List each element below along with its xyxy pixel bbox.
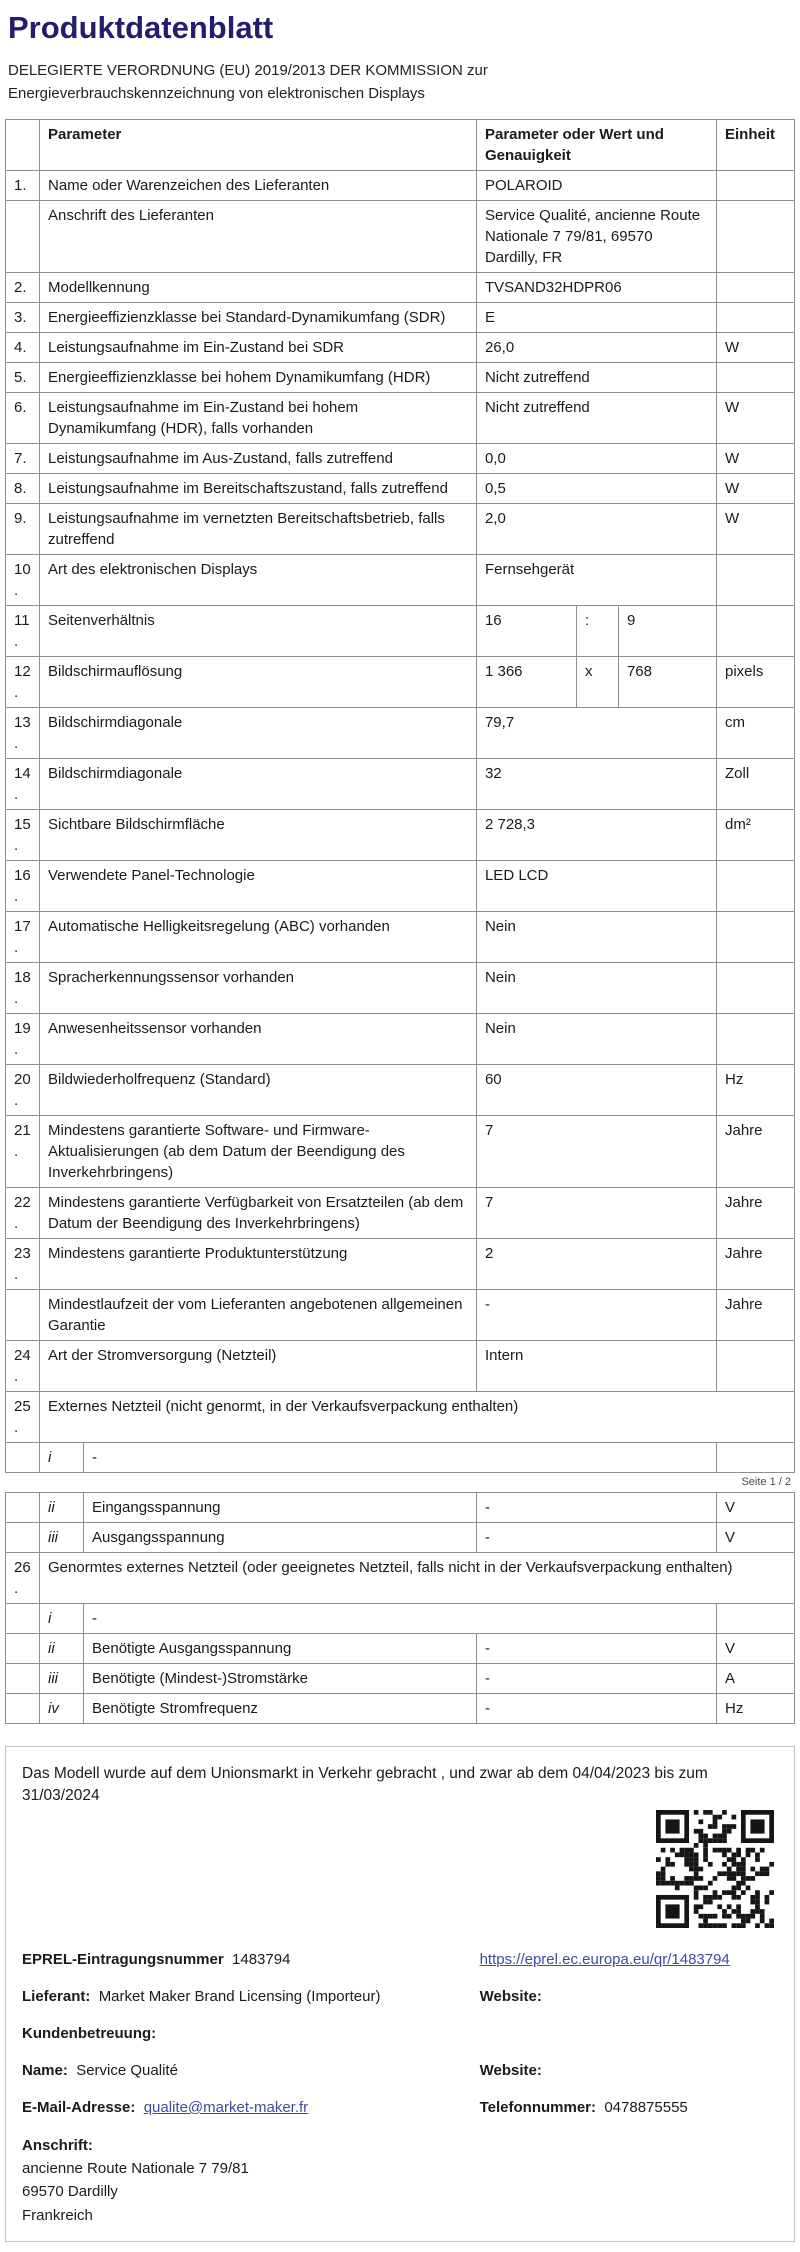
value-cell: POLAROID [476,171,716,201]
row-number-cell [6,1493,40,1523]
name-label: Name: [22,2061,68,2079]
value-cell: 26,0 [476,333,716,363]
value-cell: - [476,1664,716,1694]
address-line: 69570 Dardilly [22,2183,118,2201]
table-row [6,1392,795,1443]
unit-cell: cm [717,708,795,759]
email-link[interactable]: qualite@market-maker.fr [143,2098,309,2116]
parameter-span-cell: Externes Netzteil (nicht genormt, in der Verkaufsverpackung enthalten) [40,1392,795,1443]
value-cell: - [476,1493,716,1523]
eprel-value: 1483794 [232,1950,291,1968]
value-cell: 2 728,3 [476,810,716,861]
table-row [6,303,795,333]
parameter-cell: Leistungsaufnahme im Bereitschaftszustand, falls zutreffend [40,474,477,504]
value-part-cell: 16 [476,606,576,657]
table-row [6,555,795,606]
value-cell: LED LCD [476,861,716,912]
row-number-cell [6,1694,40,1724]
value-cell: - [476,1290,716,1341]
unit-cell [717,273,795,303]
table-row [6,393,795,444]
unit-cell [717,1443,795,1473]
table-row [6,333,795,363]
value-cell: Nicht zutreffend [476,393,716,444]
table-row [6,1553,795,1604]
unit-cell: dm² [717,810,795,861]
parameter-cell: Eingangsspannung [84,1493,477,1523]
row-number-cell [6,201,40,273]
unit-cell: Zoll [717,759,795,810]
parameter-cell: Bildwiederholfrequenz (Standard) [40,1065,477,1116]
supplier-row [22,1986,778,2007]
unit-cell [717,606,795,657]
value-cell: Nicht zutreffend [476,363,716,393]
market-availability-text: Das Modell wurde auf dem Unionsmarkt in Verkehr gebracht , und zwar ab dem 04/04/2023 bis zum 31/03/2024 [22,1765,708,1805]
value-part-cell: 9 [618,606,716,657]
parameter-cell: Benötigte (Mindest-)Stromstärke [84,1664,477,1694]
parameter-cell: Anschrift des Lieferanten [40,201,477,273]
table-row [6,1188,795,1239]
unit-cell: W [717,393,795,444]
parameter-cell: Mindestens garantierte Software- und Firmware-Aktualisierungen (ab dem Datum der Beendigung des Inverkehrbringens) [40,1116,477,1188]
parameter-cell: Sichtbare Bildschirmfläche [40,810,477,861]
unit-cell [717,201,795,273]
parameter-cell: Energieeffizienzklasse bei Standard-Dynamikumfang (SDR) [40,303,477,333]
table-row [6,1239,795,1290]
row-number-cell: 18. [6,963,40,1014]
unit-header: Einheit [717,120,795,171]
row-number-cell: 22. [6,1188,40,1239]
parameter-cell: Modellkennung [40,273,477,303]
email-row [22,2097,778,2118]
value-cell: 60 [476,1065,716,1116]
row-number-cell: 9. [6,504,40,555]
table-row [6,273,795,303]
supplier-label: Lieferant: [22,1987,91,2005]
parameter-cell: Name oder Warenzeichen des Lieferanten [40,171,477,201]
unit-cell [717,171,795,201]
row-number-cell: 26. [6,1553,40,1604]
phone-label: Telefonnummer: [479,2098,596,2116]
row-number-cell: 3. [6,303,40,333]
parameter-cell: Ausgangsspannung [84,1523,477,1553]
value-separator-cell: x [576,657,618,708]
value-cell: - [476,1694,716,1724]
value-cell: Nein [476,912,716,963]
website-label-1: Website: [479,1987,542,2005]
parameter-cell: - [84,1604,717,1634]
value-cell: Intern [476,1341,716,1392]
table-row [6,1634,795,1664]
supplier-value: Market Maker Brand Licensing (Importeur) [98,1987,381,2005]
customer-service-row [22,2023,778,2044]
row-number-cell: 8. [6,474,40,504]
name-row [22,2060,778,2081]
table-row [6,1443,795,1473]
value-cell: Nein [476,963,716,1014]
table-row [6,759,795,810]
datasheet-table-page1 [5,119,795,1473]
name-value: Service Qualité [76,2061,178,2079]
row-number-header [6,120,40,171]
eprel-label: EPREL-Eintragungsnummer [22,1950,224,1968]
unit-cell [717,555,795,606]
row-number-cell: 7. [6,444,40,474]
row-number-cell: 1. [6,171,40,201]
value-cell: 0,5 [476,474,716,504]
parameter-span-cell: Genormtes externes Netzteil (oder geeignetes Netzteil, falls nicht in der Verkaufsverpackung enthalten) [40,1553,795,1604]
unit-cell: W [717,444,795,474]
page-marker: Seite 1 / 2 [741,1476,791,1488]
subindex-cell: iv [40,1694,84,1724]
table-row [6,708,795,759]
table-header-row [6,120,795,171]
parameter-cell: Bildschirmdiagonale [40,759,477,810]
value-cell: Nein [476,1014,716,1065]
parameter-cell: Bildschirmauflösung [40,657,477,708]
unit-cell [717,861,795,912]
subindex-cell: i [40,1604,84,1634]
row-number-cell: 21. [6,1116,40,1188]
eprel-row [22,1949,778,1970]
parameter-cell: Leistungsaufnahme im Ein-Zustand bei SDR [40,333,477,363]
value-cell: - [476,1634,716,1664]
customer-service-label: Kundenbetreuung: [22,2024,157,2042]
value-cell: 32 [476,759,716,810]
parameter-cell: Mindestens garantierte Produktunterstützung [40,1239,477,1290]
parameter-cell: Anwesenheitssensor vorhanden [40,1014,477,1065]
footer-box [5,1746,795,2242]
unit-cell: pixels [717,657,795,708]
parameter-cell: Art der Stromversorgung (Netzteil) [40,1341,477,1392]
address-line: ancienne Route Nationale 7 79/81 [22,2160,249,2178]
parameter-cell: Mindestens garantierte Verfügbarkeit von Ersatzteilen (ab dem Datum der Beendigung des Inverkehrbringens) [40,1188,477,1239]
unit-cell: Jahre [717,1290,795,1341]
parameter-cell: Mindestlaufzeit der vom Lieferanten angebotenen allgemeinen Garantie [40,1290,477,1341]
unit-cell [717,1014,795,1065]
parameter-cell: Leistungsaufnahme im Ein-Zustand bei hohem Dynamikumfang (HDR), falls vorhanden [40,393,477,444]
unit-cell: W [717,474,795,504]
table-row [6,1664,795,1694]
qr-code-icon [656,1810,774,1933]
subindex-cell: ii [40,1493,84,1523]
table-row [6,1341,795,1392]
parameter-cell: - [84,1443,717,1473]
eprel-link[interactable]: https://eprel.ec.europa.eu/qr/1483794 [479,1950,730,1968]
row-number-cell: 10. [6,555,40,606]
unit-cell [717,912,795,963]
row-number-cell: 24. [6,1341,40,1392]
value-cell: 79,7 [476,708,716,759]
subindex-cell: ii [40,1634,84,1664]
row-number-cell: 2. [6,273,40,303]
value-part-cell: 768 [618,657,716,708]
row-number-cell [6,1604,40,1634]
value-cell: E [476,303,716,333]
subindex-cell: iii [40,1523,84,1553]
parameter-cell: Seitenverhältnis [40,606,477,657]
table-row [6,1290,795,1341]
table-row [6,1694,795,1724]
table-row [6,657,795,708]
parameter-cell: Leistungsaufnahme im vernetzten Bereitschaftsbetrieb, falls zutreffend [40,504,477,555]
row-number-cell [6,1664,40,1694]
unit-cell: Jahre [717,1188,795,1239]
table-row [6,444,795,474]
value-separator-cell: : [576,606,618,657]
table-row [6,963,795,1014]
website-label-2: Website: [479,2061,542,2079]
table-row [6,861,795,912]
email-label: E-Mail-Adresse: [22,2098,136,2116]
unit-cell: Hz [717,1065,795,1116]
unit-cell: Hz [717,1694,795,1724]
row-number-cell: 14. [6,759,40,810]
row-number-cell: 25. [6,1392,40,1443]
parameter-cell: Benötigte Ausgangsspannung [84,1634,477,1664]
row-number-cell: 6. [6,393,40,444]
row-number-cell: 4. [6,333,40,363]
unit-cell: Jahre [717,1116,795,1188]
table-row [6,1604,795,1634]
unit-cell [717,963,795,1014]
unit-cell [717,303,795,333]
table-row [6,912,795,963]
row-number-cell: 5. [6,363,40,393]
value-cell: TVSAND32HDPR06 [476,273,716,303]
value-cell: 0,0 [476,444,716,474]
table-row [6,1493,795,1523]
row-number-cell [6,1290,40,1341]
unit-cell: A [717,1664,795,1694]
unit-cell: W [717,333,795,363]
table-row [6,171,795,201]
table-row [6,1065,795,1116]
row-number-cell [6,1443,40,1473]
phone-value: 0478875555 [604,2098,688,2116]
row-number-cell: 16. [6,861,40,912]
value-cell: 2 [476,1239,716,1290]
parameter-cell: Art des elektronischen Displays [40,555,477,606]
row-number-cell: 23. [6,1239,40,1290]
table-row [6,1014,795,1065]
parameter-cell: Bildschirmdiagonale [40,708,477,759]
row-number-cell: 17. [6,912,40,963]
parameter-cell: Verwendete Panel-Technologie [40,861,477,912]
row-number-cell [6,1523,40,1553]
unit-cell [717,1604,795,1634]
table-row [6,474,795,504]
parameter-cell: Energieeffizienzklasse bei hohem Dynamikumfang (HDR) [40,363,477,393]
value-cell: 7 [476,1116,716,1188]
row-number-cell: 12. [6,657,40,708]
parameter-header: Parameter [40,120,477,171]
parameter-cell: Benötigte Stromfrequenz [84,1694,477,1724]
regulation-subtitle: DELEGIERTE VERORDNUNG (EU) 2019/2013 DER KOMMISSION zur Energieverbrauchskennzeichnung von elektronischen Displays [8,62,488,102]
row-number-cell: 19. [6,1014,40,1065]
row-number-cell [6,1634,40,1664]
unit-cell [717,1341,795,1392]
value-header: Parameter oder Wert und Genauigkeit [476,120,716,171]
unit-cell [717,363,795,393]
unit-cell: V [717,1523,795,1553]
value-cell: Fernsehgerät [476,555,716,606]
unit-cell: V [717,1634,795,1664]
value-part-cell: 1 366 [476,657,576,708]
table-row [6,504,795,555]
address-block [22,2134,778,2227]
unit-cell: Jahre [717,1239,795,1290]
subindex-cell: i [40,1443,84,1473]
unit-cell: V [717,1493,795,1523]
value-cell: 2,0 [476,504,716,555]
address-label: Anschrift: [22,2136,93,2154]
table-row [6,363,795,393]
parameter-cell: Leistungsaufnahme im Aus-Zustand, falls zutreffend [40,444,477,474]
table-row [6,201,795,273]
table-row [6,810,795,861]
table-row [6,1116,795,1188]
table-row [6,1523,795,1553]
row-number-cell: 13. [6,708,40,759]
value-cell: Service Qualité, ancienne Route Nationale 7 79/81, 69570 Dardilly, FR [476,201,716,273]
value-cell: 7 [476,1188,716,1239]
row-number-cell: 15. [6,810,40,861]
row-number-cell: 11. [6,606,40,657]
parameter-cell: Automatische Helligkeitsregelung (ABC) vorhanden [40,912,477,963]
row-number-cell: 20. [6,1065,40,1116]
datasheet-table-page2 [5,1492,795,1724]
address-line: Frankreich [22,2206,93,2224]
page-title: Produktdatenblatt [8,10,274,45]
unit-cell: W [717,504,795,555]
subindex-cell: iii [40,1664,84,1694]
value-cell: - [476,1523,716,1553]
table-row [6,606,795,657]
parameter-cell: Spracherkennungssensor vorhanden [40,963,477,1014]
